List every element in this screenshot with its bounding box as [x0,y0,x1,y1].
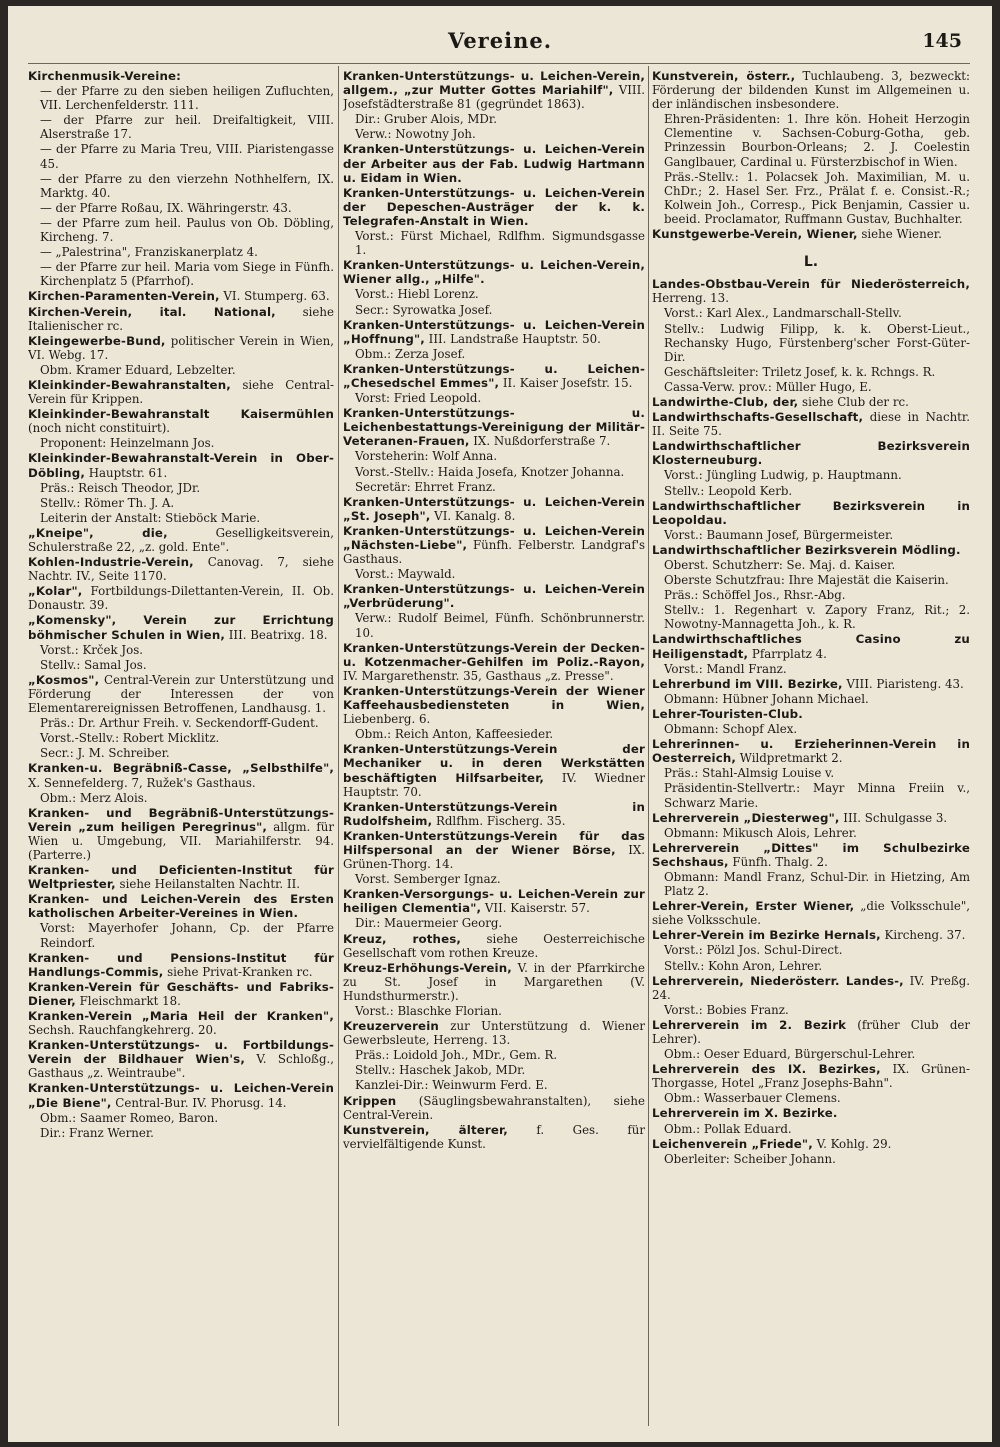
entry-detail: Obm.: Pollak Eduard. [664,1121,792,1136]
entry-title: Lehrerverein „Dittes" im Schulbezirke Sechshaus, [652,840,970,869]
entry-title: Kunstgewerbe-Verein, Wiener, [652,227,858,242]
entry-description: Canovag. 7, siehe Nachtr. IV., Seite 1170. [28,555,334,584]
entry-description: Herreng. 13. [652,291,729,306]
entry-detail: Vorst.-Stellv.: Robert Micklitz. [40,731,220,746]
entry [652,974,970,1002]
entry-detail: Secr.: Syrowatka Josef. [355,302,493,317]
entry-title: Kunstverein, österr., [652,69,796,83]
entry-title: Kranken- und Begräbniß-Unterstützungs-Verein „zum heiligen Peregrinus", [28,805,334,834]
entry [28,526,334,554]
entry-title: Kreuz, rothes, [343,931,462,946]
entry [28,1038,334,1080]
entry-detail: Obmann: Hübner Johann Michael. [664,691,869,706]
entry-detail: Geschäftsleiter: Triletz Josef, k. k. Rchngs. R. [664,364,936,379]
entry [652,227,970,241]
entry [652,410,970,438]
entry [652,395,970,409]
entry [343,932,645,960]
entry [28,555,334,583]
entry [343,186,645,228]
entry-detail: Obm.: Wasserbauer Clemens. [664,1091,841,1106]
entry [343,887,645,915]
column-divider [648,66,649,1426]
entry-detail: — der Pfarre Roßau, IX. Währingerstr. 43. [40,200,292,215]
entry-title: Kranken-Unterstützungs- u. Leichen-Verein „Nächsten-Liebe", [343,523,645,552]
entry-description: (noch nicht constituirt). [28,421,171,436]
entry [652,707,970,721]
entry-detail: Verw.: Nowotny Joh. [355,127,476,142]
entry-description: III. Landstraße Hauptstr. 50. [424,331,601,346]
entry-title: Kranken-Unterstützungs- u. Leichen-Verein „St. Joseph", [343,494,645,523]
entry [343,69,645,111]
entry-description: (früher Club der Lehrer). [652,1017,970,1046]
entry [652,677,970,691]
entry-description: VII. Kaiserstr. 57. [481,901,590,916]
entry [652,499,970,527]
entry-title: Landwirthschaftliches Casino zu Heiligenstadt, [652,632,970,661]
entry [28,613,334,641]
entry-title: Kleingewerbe-Bund, [28,333,166,348]
entry-detail: Dir.: Gruber Alois, MDr. [355,112,497,127]
entry [28,761,334,789]
column-divider [338,66,339,1426]
entry-detail: Obmann: Schopf Alex. [664,722,798,737]
text-column-2 [343,69,645,1424]
entry [28,305,334,333]
entry-description: IV. Preßg. 24. [652,973,970,1002]
page-title: Vereine. [447,28,553,53]
entry-detail: Secretär: Ehrret Franz. [355,479,496,494]
entry-description: f. Ges. für vervielfältigende Kunst. [343,1122,645,1151]
entry-detail: Obmann: Mikusch Alois, Lehrer. [664,825,857,840]
entry [28,451,334,479]
entry-title: Kranken-Unterstützungs-Verein der Mechaniker u. in deren Werkstätten beschäftigten Hilfsarbeiter, [343,742,645,785]
entry-description: IX. Nußdorferstraße 7. [469,434,611,449]
entry [652,543,970,557]
entry-detail: Vorst.: Krček Jos. [40,642,144,657]
entry [28,806,334,862]
entry-detail: Oberst. Schutzherr: Se. Maj. d. Kaiser. [664,558,896,572]
entry-description: siehe Italienischer rc. [28,304,334,333]
entry-detail: Secr.: J. M. Schreiber. [40,746,170,761]
entry-detail: Präs.: Dr. Arthur Freih. v. Seckendorff-Gudent. [40,716,319,731]
entry-detail: — der Pfarre zur heil. Maria vom Siege in Fünfh. Kirchenplatz 5 (Pfarrhof). [40,260,334,289]
entry-title: Kranken-u. Begräbniß-Casse, „Selbsthilfe", [28,761,334,776]
entry-detail: Vorst. Semberger Ignaz. [355,872,501,887]
entry-title: Lehrerverein „Diesterweg", [652,810,840,825]
document-page [8,6,992,1442]
entry-description: Hauptstr. 61. [84,465,168,480]
entry-title: Kreuzerverein [343,1019,439,1034]
entry-description: VI. Stumperg. 63. [219,289,330,304]
entry-title: Kranken- und Leichen-Verein des Ersten katholischen Arbeiter-Vereines in Wien. [28,892,334,921]
entry [343,318,645,346]
entry-title: Kranken-Unterstützungs- u. Leichen-Verein der Arbeiter aus der Fab. Ludwig Hartmann u. Eidam in Wien. [343,142,645,185]
entry [28,69,334,83]
entry-detail: Vorst: Mayerhofer Johann, Cp. der Pfarre Reindorf. [40,921,334,950]
entry-detail: Präs.: Reisch Theodor, JDr. [40,480,201,495]
entry-detail: Obmann: Mandl Franz, Schul-Dir. in Hietzing, Am Platz 2. [664,869,970,899]
entry-title: Kranken-Unterstützungs- u. Leichen-Verein, Wiener allg., „Hilfe". [343,258,645,287]
entry-title: „Komensky", Verein zur Errichtung böhmischer Schulen in Wien, [28,613,334,642]
entry-title: Kranken- und Deficienten-Institut für Weltpriester, [28,863,334,892]
entry-detail: — der Pfarre zu den vierzehn Nothhelfern, IX. Marktg. 40. [40,171,334,200]
entry-title: Kleinkinder-Bewahranstalten, [28,377,231,392]
entry-title: Lehrerverein im 2. Bezirk [652,1017,847,1032]
entry-title: Lehrerverein im X. Bezirke. [652,1106,838,1121]
entry [343,829,645,871]
entry [343,1019,645,1047]
entry [343,1094,645,1122]
entry-description: siehe Privat-Kranken rc. [163,964,313,979]
entry-description: V. Kohlg. 29. [812,1136,892,1151]
entry-description: X. Sennefelderg. 7, Ružek's Gasthaus. [28,775,256,790]
entry-detail: — der Pfarre zu den sieben heiligen Zufluchten, VII. Lerchenfelderstr. 111. [40,84,334,113]
entry-title: Kranken-Unterstützungs- u. Leichen-Verein der Depeschen-Austräger der k. k. Telegrafen-Anstalt in Wien. [343,185,645,228]
entry [652,841,970,869]
entry-detail: Ehren-Präsidenten: 1. Ihre kön. Hoheit Herzogin Clementine v. Sachsen-Coburg-Gotha, geb. Prinzessin Bourbon-Orleans; 2. J. Coelestin Ganglbauer, Cardinal u. Fürsterzbischof in Wien. [664,112,970,169]
entry [343,495,645,523]
entry [28,334,334,362]
entry-title: Kleinkinder-Bewahranstalt Kaisermühlen [28,407,334,422]
entry-description: IX. Grünen-Thorg. 14. [343,842,645,872]
entry [343,641,645,683]
entry-title: Landwirthschaftlicher Bezirksverein in Leopoldau. [652,498,970,527]
entry-detail: Präsidentin-Stellvertr.: Mayr Minna Freiin v., Schwarz Marie. [664,781,970,810]
entry-title: Kranken-Unterstützungs-Verein in Rudolfsheim, [343,799,645,828]
entry-title: Landwirthschaftlicher Bezirksverein Mödling. [652,542,961,557]
entry-title: „Kneipe", die, [28,525,168,540]
entry-detail: — der Pfarre zum heil. Paulus von Ob. Döbling, Kircheng. 7. [40,215,334,245]
text-column-1 [28,69,334,1424]
entry-title: Lehrerverein, Niederösterr. Landes-, [652,973,904,988]
entry [343,524,645,566]
entry [652,928,970,942]
entry-title: Lehrerinnen- u. Erzieherinnen-Verein in Oesterreich, [652,737,970,766]
entry-description: Fleischmarkt 18. [75,993,181,1008]
entry-title: Kranken-Unterstützungs-Verein der Decken- u. Kotzenmacher-Gehilfen im Poliz.-Rayon, [343,640,645,669]
entry-description: allgm. für Wien u. Umgebung, VII. Mariahilferstr. 94. (Parterre.) [28,819,334,862]
entry-description: Central-Verein zur Unterstützung und Förderung der Interessen der von Elementarereignissen Betroffenen, Landhausg. 1. [28,672,334,716]
entry-description: V. in der Pfarrkirche zu St. Josef in Margarethen (V. Hundsthurmerstr.). [343,960,645,1003]
entry [28,289,334,303]
entry-title: Kranken-Unterstützungs- u. Leichen-Verein, allgem., „zur Mutter Gottes Mariahilf", [343,69,645,98]
entry-detail: Vorst.-Stellv.: Haida Josefa, Knotzer Johanna. [355,464,625,479]
entry [28,863,334,891]
entry-detail: Präs.: Loidold Joh., MDr., Gem. R. [355,1048,558,1063]
entry-detail: Stellv.: Samal Jos. [40,657,147,672]
entry [652,811,970,825]
entry [28,951,334,979]
entry-title: Kranken-Unterstützungs-Verein für das Hilfspersonal an der Wiener Börse, [343,828,645,857]
entry [343,1123,645,1151]
entry [28,892,334,920]
entry-detail: Dir.: Mauermeier Georg. [355,916,503,931]
entry-title: Landwirthschaftlicher Bezirksverein Klosterneuburg. [652,439,970,468]
entry-title: Landes-Obstbau-Verein für Niederösterreich, [652,277,970,292]
entry-title: Lehrer-Verein im Bezirke Hernals, [652,928,881,943]
entry-title: Kreuz-Erhöhungs-Verein, [343,960,512,975]
entry-title: Kranken-Unterstützungs-Verein der Wiener Kaffeehausbediensteten in Wien, [343,683,645,713]
entry-description: VIII. Josefstädterstraße 81 (gegründet 1863). [343,83,645,112]
entry-detail: Vorst.: Blaschke Florian. [355,1004,502,1018]
entry-detail: Präs.: Stahl-Almsig Louise v. [664,766,835,781]
entry-detail: Stellv.: 1. Regenhart v. Zapory Franz, Rit.; 2. Nowotny-Mannagetta Joh., k. R. [664,603,970,632]
entry-title: Kranken-Versorgungs- u. Leichen-Verein zur heiligen Clementia", [343,887,645,916]
entry-description: Central-Bur. IV. Phorusg. 14. [111,1095,287,1110]
entry-title: Kunstverein, älterer, [343,1122,508,1137]
entry [343,258,645,286]
entry-description: III. Schulgasse 3. [839,810,948,825]
entry [652,69,970,111]
entry-title: Kranken-Unterstützungs- u. Leichen-Verein „Verbrüderung". [343,582,645,611]
entry-description: Rdlfhm. Fischerg. 35. [432,813,566,828]
entry-title: Kranken-Unterstützungs- u. Fortbildungs-Verein der Bildhauer Wien's, [28,1038,334,1067]
entry-detail: Obm.: Reich Anton, Kaffeesieder. [355,727,554,742]
entry [28,407,334,435]
entry-title: Kirchen-Verein, ital. National, [28,304,276,319]
entry-title: Lehrer-Verein, Erster Wiener, [652,899,855,914]
entry [343,961,645,1003]
entry [28,1009,334,1037]
entry-detail: Stellv.: Ludwig Filipp, k. k. Oberst-Lieut., Rechansky Hugo, Fürstenberg'scher Forst-Güter-Dir. [664,321,970,364]
entry-detail: Cassa-Verw. prov.: Müller Hugo, E. [664,379,872,394]
entry-description: Kircheng. 37. [880,928,966,943]
entry [28,980,334,1008]
entry-detail: Vorst.: Jüngling Ludwig, p. Hauptmann. [664,468,902,483]
entry-detail: Vorst.: Pölzl Jos. Schul-Direct. [664,943,843,958]
entry-detail: Vorst.: Maywald. [355,567,456,582]
entry [343,362,645,390]
entry-description: „die Volksschule", siehe Volksschule. [652,899,970,928]
entry-detail: Vorsteherin: Wolf Anna. [355,449,498,464]
entry-title: Krippen [343,1093,397,1108]
entry-detail: Vorst.: Baumann Josef, Bürgermeister. [664,527,894,542]
entry-detail: — „Palestrina", Franziskanerplatz 4. [40,245,258,260]
entry [28,673,334,715]
entry-description: Fünfh. Thalg. 2. [728,854,828,869]
section-letter: L. [803,254,819,271]
entry-detail: Obm.: Zerza Josef. [355,346,466,361]
entry-description: zur Unterstützung d. Wiener Gewerbsleute, Herreng. 13. [343,1019,645,1048]
entry-description: siehe Central-Verein für Krippen. [28,377,334,407]
entry [28,378,334,406]
entry-detail: Obm.: Saamer Romeo, Baron. [40,1110,219,1125]
entry-title: Kranken-Unterstützungs- u. Leichen-Verein „Hoffnung", [343,317,645,346]
entry-description: Pfarrplatz 4. [748,646,827,661]
entry-detail: Vorst.: Fürst Michael, Rdlfhm. Sigmundsgasse 1. [355,229,645,258]
entry-description: siehe Club der rc. [798,394,909,409]
page-number: 145 [922,30,962,52]
entry-detail: Dir.: Franz Werner. [40,1125,154,1140]
entry-description: V. Schloßg., Gasthaus „z. Weintraube". [28,1052,334,1081]
entry-description: IX. Grünen-Thorgasse, Hotel „Franz Josephs-Bahn". [652,1062,970,1091]
entry-detail: Obm. Kramer Eduard, Lebzelter. [40,362,236,377]
entry-detail: Vorst.: Hiebl Lorenz. [355,287,479,302]
entry-detail: Obm.: Merz Alois. [40,790,148,805]
entry-description: VI. Kanalg. 8. [430,508,516,523]
entry-description: Tuchlaubeng. 3, bezweckt: Förderung der bildenden Kunst im Allgemeinen u. der inländischen insbesondere. [652,69,970,112]
entry-title: Landwirthschafts-Gesellschaft, [652,410,864,425]
entry-title: Kranken- und Pensions-Institut für Handlungs-Commis, [28,950,334,979]
entry-description: VIII. Piaristeng. 43. [842,676,964,691]
entry [343,684,645,726]
entry-title: Lehrer-Touristen-Club. [652,706,803,721]
entry-detail: Stellv.: Kohn Aron, Lehrer. [664,958,823,973]
entry-detail: Vorst: Fried Leopold. [355,391,482,406]
entry-detail: Verw.: Rudolf Beimel, Fünfh. Schönbrunnerstr. 10. [355,611,645,640]
entry [343,800,645,828]
entry [652,439,970,467]
entry-detail: Stellv.: Leopold Kerb. [664,483,793,498]
entry-description: IV. Margarethenstr. 35, Gasthaus „z. Presse". [343,668,614,683]
entry-detail: Oberleiter: Scheiber Johann. [664,1151,836,1166]
entry-detail: Stellv.: Haschek Jakob, MDr. [355,1063,526,1078]
entry [28,584,334,612]
entry [28,1081,334,1109]
entry-title: Kirchen-Paramenten-Verein, [28,289,220,304]
entry [652,1018,970,1046]
entry-description: Fünfh. Felberstr. Landgraf's Gasthaus. [343,538,645,567]
entry-detail: Kanzlei-Dir.: Weinwurm Ferd. E. [355,1078,548,1093]
entry-title: Kleinkinder-Bewahranstalt-Verein in Ober-Döbling, [28,451,334,480]
entry-description: siehe Wiener. [857,227,942,242]
entry-detail: Vorst.: Karl Alex., Landmarschall-Stellv. [664,306,902,321]
entry-title: Landwirthe-Club, der, [652,394,799,409]
entry [652,899,970,927]
entry-description: Liebenberg. 6. [343,712,431,727]
entry-title: Kranken-Unterstützungs- u. Leichen-Verein „Die Biene", [28,1081,334,1110]
entry-detail: Obm.: Oeser Eduard, Bürgerschul-Lehrer. [664,1047,916,1062]
entry-detail: Präs.-Stellv.: 1. Polacsek Joh. Maximilian, M. u. ChDr.; 2. Hasel Ser. Frz., Prälat f. e. Consist.-R.; Kolwein Joh., Corresp., Pick Benjamin, Cassier u. beeid. Proclamator, Ruffmann Gustav, Buchhalter. [664,169,970,226]
entry-description: Sechsh. Rauchfangkehrerg. 20. [28,1023,217,1038]
header-rule [28,63,970,64]
entry-detail: Stellv.: Römer Th. J. A. [40,495,175,510]
entry-title: Kranken-Verein für Geschäfts- und Fabriks-Diener, [28,979,334,1008]
entry-detail: Präs.: Schöffel Jos., Rhsr.-Abg. [664,588,846,603]
entry [652,277,970,305]
entry-title: Kohlen-Industrie-Verein, [28,555,194,570]
entry-description: siehe Oesterreichische Gesellschaft vom rothen Kreuze. [343,931,645,960]
entry-title: Kranken-Verein „Maria Heil der Kranken", [28,1009,334,1023]
entry-detail: Vorst.: Mandl Franz. [664,661,787,676]
entry-detail: Oberste Schutzfrau: Ihre Majestät die Kaiserin. [664,573,949,588]
entry-detail: — der Pfarre zu Maria Treu, VIII. Piaristengasse 45. [40,142,334,171]
entry-detail: Vorst.: Bobies Franz. [664,1002,789,1017]
entry-title: Kranken-Unterstützungs- u. Leichenbestattungs-Vereinigung der Militär-Veteranen-Frauen, [343,406,645,449]
entry-title: Lehrerverein des IX. Bezirkes, [652,1062,881,1077]
entry [652,1137,970,1151]
entry [343,582,645,610]
entry [343,142,645,184]
entry-description: (Säuglingsbewahranstalten), siehe Central-Verein. [343,1093,645,1122]
entry-description: IV. Wiedner Hauptstr. 70. [343,770,645,799]
entry-title: „Kosmos", [28,672,100,687]
entry-description: Wildpretmarkt 2. [736,751,843,766]
entry [652,1106,970,1120]
entry-description: Geselligkeitsverein, Schulerstraße 22, „z. gold. Ente". [28,525,334,554]
entry-title: Lehrerbund im VIII. Bezirke, [652,676,843,691]
entry [343,406,645,448]
entry-title: Kranken-Unterstützungs- u. Leichen- „Chesedschel Emmes", [343,361,645,390]
entry-description: II. Kaiser Josefstr. 15. [499,375,633,390]
entry-description: siehe Heilanstalten Nachtr. II. [115,877,300,892]
entry [652,632,970,660]
entry-detail: Proponent: Heinzelmann Jos. [40,436,215,451]
entry-detail: — der Pfarre zur heil. Dreifaltigkeit, VIII. Alserstraße 17. [40,113,334,142]
entry-description: diese in Nachtr. II. Seite 75. [652,410,970,439]
text-column-3 [652,69,970,1424]
entry-title: Leichenverein „Friede", [652,1136,813,1151]
entry-title: Kirchenmusik-Vereine: [28,69,182,83]
entry-description: politischer Verein in Wien, VI. Webg. 17. [28,333,334,362]
entry-detail: Leiterin der Anstalt: Stieböck Marie. [40,510,261,525]
entry-title: „Kolar", [28,584,83,599]
entry-description: Fortbildungs-Dilettanten-Verein, II. Ob. Donaustr. 39. [28,584,334,613]
entry [652,1062,970,1090]
entry [652,737,970,765]
entry [343,742,645,798]
entry-description: III. Beatrixg. 18. [225,627,328,642]
